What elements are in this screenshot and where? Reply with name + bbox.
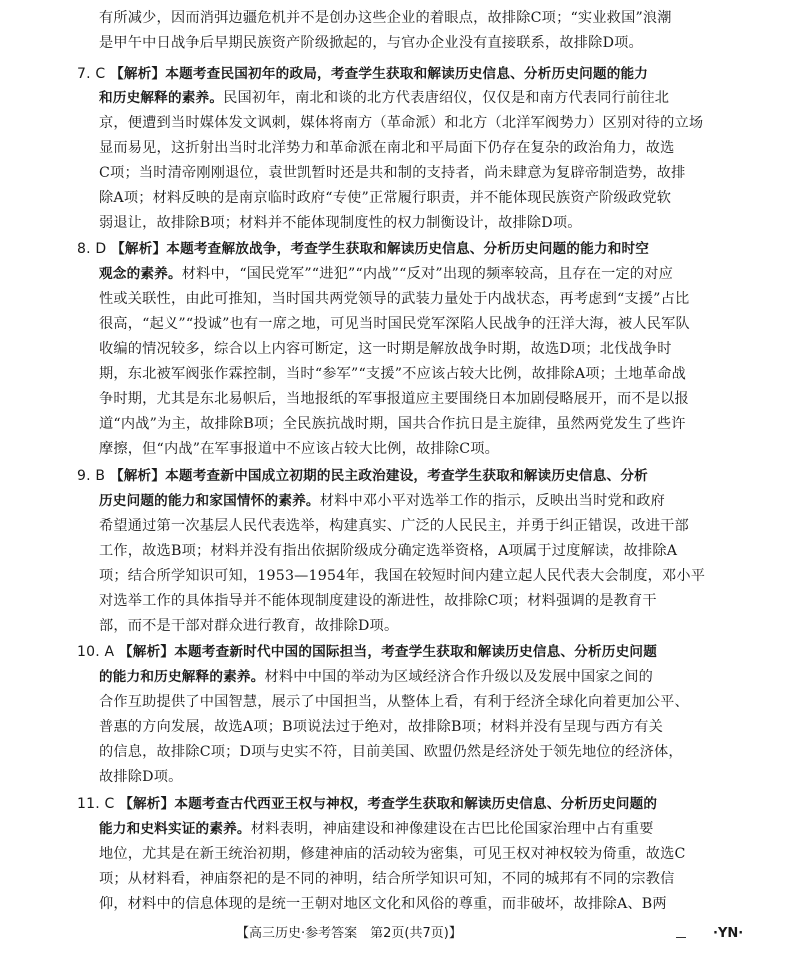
q7-topic: 本题考查民国初年的政局，考查学生获取和解读历史信息、分析历史问题的能力 (165, 66, 649, 82)
q9-line-5: 项；结合所学知识可知，1953—1954年，我国在较短时间内建立起人民代表大会制度，邓小平 (99, 568, 706, 584)
q8-topic-cont: 观念的素养。 (99, 266, 182, 282)
q11-topic-cont: 能力和史料实证的素养。 (99, 821, 251, 837)
q9-topic: 本题考查新中国成立初期的民主政治建设，考查学生获取和解读历史信息、分析 (165, 468, 648, 484)
q9-line-6: 对选举工作的具体指导并不能体现制度建设的渐进性，故排除C项；材料强调的是教育干 (99, 593, 657, 609)
q11-analysis-label: 【解析】 (119, 796, 175, 812)
q7-line-6: 除A项；材料反映的是南京临时政府“专使”正常履行职责，并不能体现民族资产阶级政党软 (99, 190, 672, 206)
q9-line-2 (99, 491, 665, 511)
q10-number: 10. A (77, 644, 115, 660)
q9-line-3: 希望通过第一次基层人民代表选举，构建真实、广泛的人民民主，并勇于纠正错误，改进干部 (99, 518, 689, 534)
q8-analysis-label: 【解析】 (111, 241, 167, 257)
q8-line-6: 期，东北被军阀张作霖控制，当时“参军”“支援”不应该占较大比例，故排除A项；土地革命战 (99, 366, 686, 382)
q8-line-9: 摩擦，但“内战”在军事报道中不应该占较大比例，故排除C项。 (99, 441, 500, 457)
q9-header (77, 466, 648, 486)
q11-line-5: 仰，材料中的信息体现的是统一王朝对地区文化和风俗的尊重，而非破坏，故排除A、B两 (99, 896, 667, 912)
q10-line-3: 合作互助提供了中国智慧，展示了中国担当，从整体上看，有利于经济全球化向着更加公平、 (99, 694, 689, 710)
q9-number: 9. B (77, 468, 106, 484)
q7-analysis-label: 【解析】 (110, 66, 166, 82)
q7-header (77, 64, 648, 84)
q9-text-2: 材料中邓小平对选举工作的指示，反映出当时党和政府 (319, 493, 666, 509)
q10-line-6: 故排除D项。 (99, 769, 183, 785)
q7-line-2 (99, 88, 669, 108)
q8-line-2 (99, 264, 673, 284)
q8-line-7: 争时期，尤其是东北易帜后，当地报纸的军事报道应主要围绕日本加剧侵略展开，而不是以报 (99, 391, 689, 407)
q8-topic: 本题考查解放战争，考查学生获取和解读历史信息、分析历史问题的能力和时空 (166, 241, 650, 257)
q7-number: 7. C (77, 66, 106, 82)
q7-topic-cont: 和历史解释的素养。 (99, 90, 224, 106)
q9-line-4: 工作，故选B项；材料并没有指出依据阶级成分确定选举资格，A项属于过度解读，故排除A (99, 543, 678, 559)
q8-header (77, 239, 649, 259)
q7-text-2: 民国初年，南北和谈的北方代表唐绍仪，仅仅是和南方代表同行前往北 (223, 90, 670, 106)
q10-line-5: 的信息，故排除C项；D项与史实不符，目前美国、欧盟仍然是经济处于领先地位的经济体， (99, 744, 683, 760)
q7-line-4: 显而易见，这折射出当时北洋势力和革命派在南北和平局面下仍存在复杂的政治角力，故选 (99, 140, 675, 156)
q9-analysis-label: 【解析】 (109, 468, 166, 484)
q8-line-3: 性或关联性，由此可推知，当时国共两党领导的武装力量处于内战状态，再考虑到“支援”占比 (99, 291, 690, 307)
q8-line-5: 收编的情况较多，综合以上内容可断定，这一时期是解放战争时期，故选D项；北伐战争时 (99, 341, 672, 357)
q10-header (77, 642, 657, 662)
q9-topic-cont: 历史问题的能力和家国情怀的素养。 (99, 493, 320, 509)
q11-topic: 本题考查古代西亚王权与神权，考查学生获取和解读历史信息、分析历史问题的 (174, 796, 658, 812)
q8-line-8: 道“内战”为主，故排除B项；全民族抗战时期，国共合作抗日是主旋律，虽然两党发生了些许 (99, 416, 686, 432)
q8-text-2: 材料中，“国民党军”“进犯”“内战”“反对”出现的频率较高，且存在一定的对应 (181, 266, 674, 282)
q10-topic-cont: 的能力和历史解释的素养。 (99, 669, 265, 685)
q11-line-2 (99, 819, 654, 839)
footer-page-info: 【高三历史·参考答案 第2页(共7页)】 (236, 926, 462, 941)
footer-region-code: ·YN· (713, 926, 744, 941)
q10-line-4: 普惠的方向发展，故选A项；B项说法过于绝对，故排除B项；材料并没有呈现与西方有关 (99, 719, 664, 735)
q10-topic: 本题考查新时代中国的国际担当，考查学生获取和解读历史信息、分析历史问题 (174, 644, 657, 660)
q9-line-7: 部，而不是干部对群众进行教育，故排除D项。 (99, 618, 399, 634)
q10-line-2 (99, 667, 653, 687)
q11-line-3: 地位，尤其是在新王统治初期，修建神庙的活动较为密集，可见王权对神权较为倚重，故选C (99, 846, 686, 862)
q7-line-5: C项；当时清帝刚刚退位，袁世凯暂时还是共和制的支持者，尚未肆意为复辟帝制造势，故排 (99, 165, 686, 181)
q11-text-2: 材料表明，神庙建设和神像建设在古巴比伦国家治理中占有重要 (250, 821, 654, 837)
footer-divider-mark (676, 929, 686, 938)
q10-analysis-label: 【解析】 (119, 644, 175, 660)
q8-number: 8. D (77, 241, 107, 257)
intro-line-2: 是甲午中日战争后早期民族资产阶级掀起的，与官办企业没有直接联系，故排除D项。 (99, 35, 643, 51)
q10-text-2: 材料中中国的举动为区域经济合作升级以及发展中国家之间的 (264, 669, 653, 685)
intro-line-1: 有所减少，因而消弭边疆危机并不是创办这些企业的着眼点，故排除C项；“实业救国”浪潮 (99, 10, 672, 26)
q11-header (77, 794, 657, 814)
q7-line-3: 京，便遭到当时媒体发文讽刺，媒体将南方（革命派）和北方（北洋军阀势力）区别对待的立场 (99, 115, 704, 131)
q8-line-4: 很高，“起义”“投诚”也有一席之地，可见当时国民党军深陷人民战争的汪洋大海，被人民军队 (99, 316, 690, 332)
q11-line-4: 项；从材料看，神庙祭祀的是不同的神明，结合所学知识可知，不同的城邦有不同的宗教信 (99, 871, 675, 887)
q7-line-7: 弱退让，故排除B项；材料并不能体现制度性的权力制衡设计，故排除D项。 (99, 215, 582, 231)
q11-number: 11. C (77, 796, 115, 812)
